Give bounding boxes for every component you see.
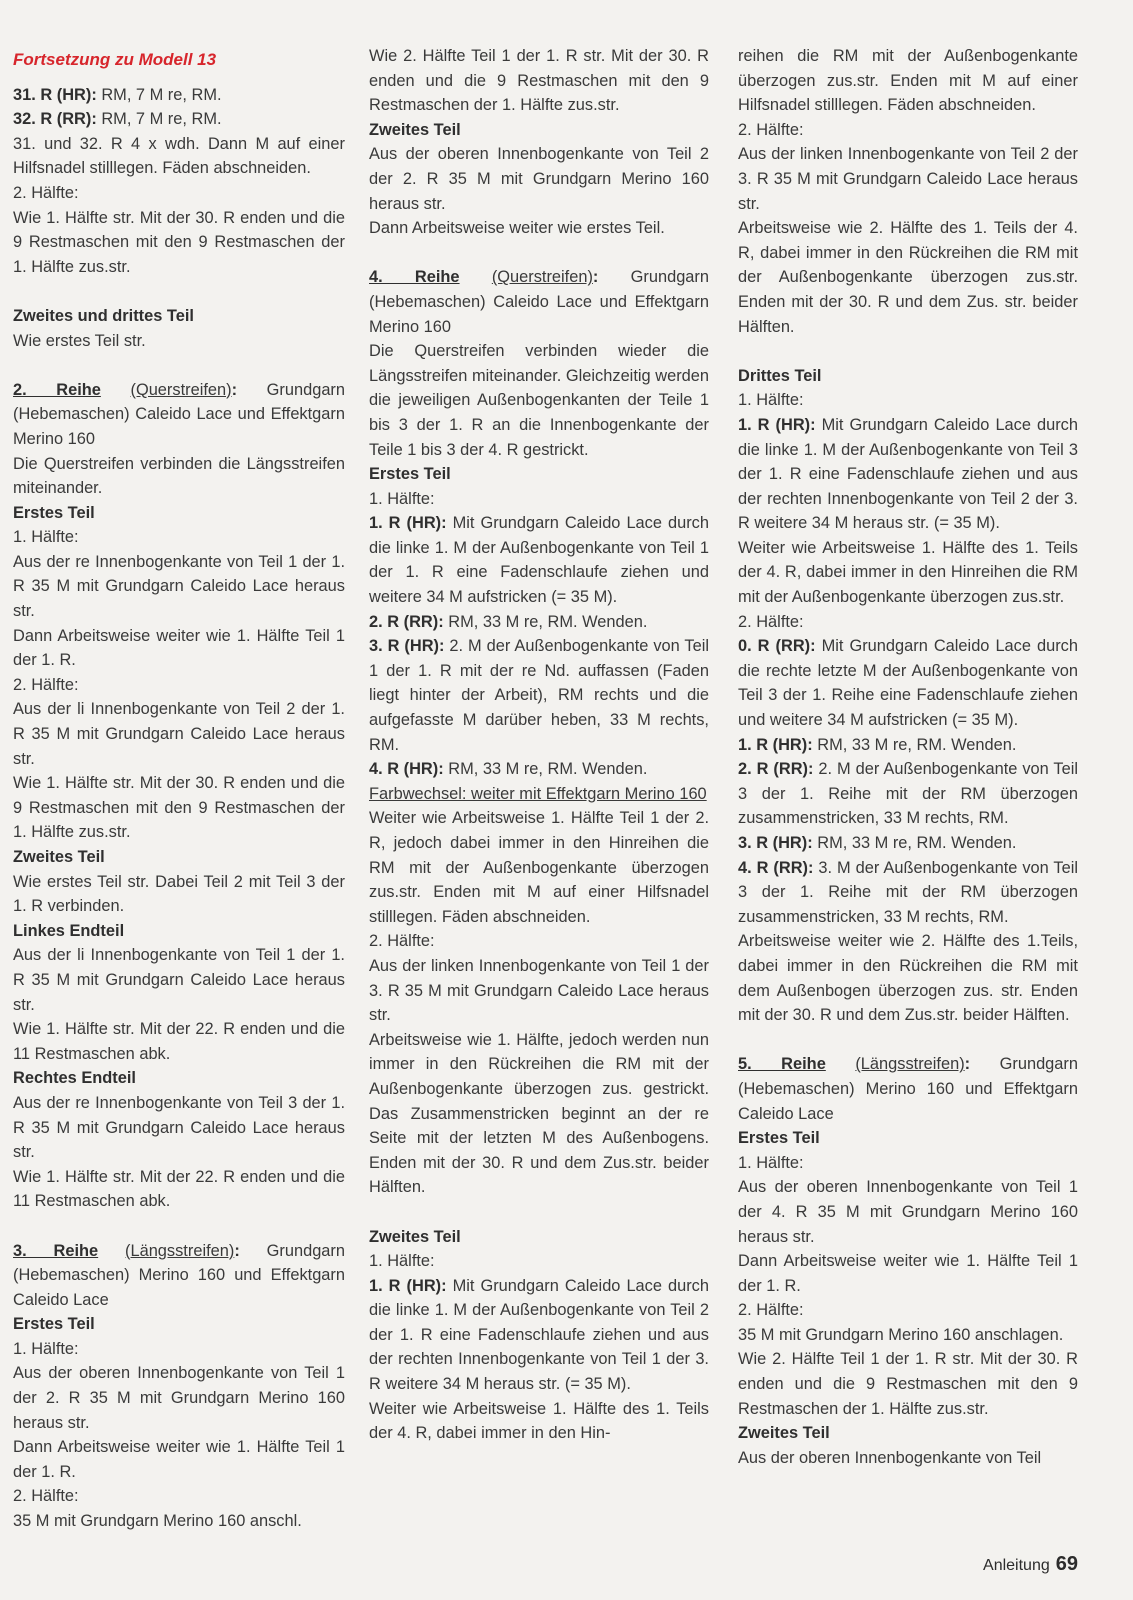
section-heading: Erstes Teil bbox=[13, 503, 95, 522]
paragraph: 35 M mit Grundgarn Merino 160 anschl. bbox=[13, 1512, 302, 1531]
section-heading: Rechtes Endteil bbox=[13, 1069, 136, 1088]
row-4: 4. R (HR): RM, 33 M re, RM. Wenden. bbox=[369, 760, 648, 779]
reihe-3-heading: 3. Reihe (Längsstreifen): Grundgarn (Hebemaschen) Merino 160 und Effektgarn Caleido Lace bbox=[13, 1241, 345, 1309]
paragraph: Arbeitsweise weiter wie 2. Hälfte des 1.Teils, dabei immer in den Rückreihen die RM mit dem Außenbogen überzogen zus. str. Enden mit der 30. R und dem Zus.str. beider Hälften. bbox=[738, 932, 1078, 1025]
section-heading: Linkes Endteil bbox=[13, 921, 125, 940]
paragraph: Wie 2. Hälfte Teil 1 der 1. R str. Mit der 30. R enden und die 9 Restmaschen mit den 9 Restmaschen der 1. Hälfte zus.str. bbox=[738, 1350, 1078, 1418]
section-heading: Drittes Teil bbox=[738, 366, 822, 385]
paragraph: Dann Arbeitsweise weiter wie 1. Hälfte Teil 1 der 1. R. bbox=[13, 626, 345, 670]
page-footer bbox=[983, 1553, 1078, 1576]
paragraph: Wie 1. Hälfte str. Mit der 22. R enden und die 11 Restmaschen abk. bbox=[13, 1167, 345, 1211]
section-heading: Erstes Teil bbox=[13, 1315, 95, 1334]
paragraph: Aus der linken Innenbogenkante von Teil 2 der 3. R 35 M mit Grundgarn Caleido Lace heraus str. bbox=[738, 145, 1078, 213]
paragraph: Wie 1. Hälfte str. Mit der 30. R enden und die 9 Restmaschen mit den 9 Restmaschen der 1. Hälfte zus.str. bbox=[13, 774, 345, 842]
paragraph: Weiter wie Arbeitsweise 1. Hälfte Teil 1 der 2. R, jedoch dabei immer in den Hinreihen die RM mit der Außenbogenkante überzogen zus.str. Enden mit M auf einer Hilfsnadel stilllegen. Fäden abschneiden. bbox=[369, 809, 709, 926]
column-1 bbox=[13, 48, 345, 1534]
paragraph: Weiter wie Arbeitsweise 1. Hälfte des 1. Teils der 4. R, dabei immer in den Hinreihen die RM mit der Außenbogenkante überzogen zus.str. bbox=[738, 538, 1078, 607]
paragraph: 2. Hälfte: bbox=[369, 932, 435, 951]
section-heading: Zweites Teil bbox=[13, 848, 105, 866]
reihe-2-heading: 2. Reihe (Querstreifen): Grundgarn (Hebemaschen) Caleido Lace und Effektgarn Merino 160 bbox=[13, 380, 346, 448]
footer-section-label: Anleitung bbox=[983, 1557, 1050, 1574]
paragraph: 31. und 32. R 4 x wdh. Dann M auf einer Hilfsnadel stilllegen. Fäden abschneiden. bbox=[13, 134, 345, 178]
paragraph: Aus der oberen Innenbogenkante von Teil 1 der 2. R 35 M mit Grundgarn Merino 160 heraus str. bbox=[13, 1364, 345, 1432]
paragraph: Wie 1. Hälfte str. Mit der 22. R enden und die 11 Restmaschen abk. bbox=[13, 1020, 345, 1063]
paragraph: 2. Hälfte: bbox=[738, 1301, 804, 1320]
row-2: 2. R (RR): RM, 33 M re, RM. Wenden. bbox=[369, 612, 648, 631]
row-31: 31. R (HR): RM, 7 M re, RM. bbox=[13, 85, 222, 104]
paragraph: 2. Hälfte: bbox=[13, 675, 79, 694]
row-0: 0. R (RR): Mit Grundgarn Caleido Lace durch die rechte letzte M der Außenbogenkante von Teil 3 der 1. Reihe eine Fadenschlaufe ziehen und weitere 34 M aufstricken (= 35 M). bbox=[738, 637, 1078, 730]
continuation-heading: Fortsetzung zu Modell 13 bbox=[13, 50, 217, 69]
row-1: 1. R (HR): Mit Grundgarn Caleido Lace durch die linke 1. M der Außenbogenkante von Teil 1 der 1. R eine Fadenschlaufe ziehen und weitere 34 M aufstricken (= 35 M). bbox=[369, 514, 709, 607]
paragraph: 1. Hälfte: bbox=[13, 528, 79, 547]
paragraph: Die Querstreifen verbinden wieder die Längsstreifen miteinander. Gleichzeitig werden die jeweiligen Außenbogenkanten der Teile 1 bis 3 der 1. R an die Innenbogenkante der Teile 1 bis 3 der 4. R gestrickt. bbox=[369, 342, 709, 459]
row-32: 32. R (RR): RM, 7 M re, RM. bbox=[13, 110, 222, 129]
paragraph: Wie 2. Hälfte Teil 1 der 1. R str. Mit der 30. R enden und die 9 Restmaschen mit den 9 Restmaschen der 1. Hälfte zus.str. bbox=[369, 47, 709, 115]
paragraph: Wie 1. Hälfte str. Mit der 30. R enden und die 9 Restmaschen mit den 9 Restmaschen der 1. Hälfte zus.str. bbox=[13, 208, 345, 276]
paragraph: 2. Hälfte: bbox=[738, 612, 804, 631]
paragraph: Aus der re Innenbogenkante von Teil 1 der 1. R 35 M mit Grundgarn Caleido Lace heraus str. bbox=[13, 552, 345, 621]
section-heading: Zweites Teil bbox=[369, 120, 461, 139]
paragraph: 1. Hälfte: bbox=[738, 391, 804, 410]
paragraph: Arbeitsweise wie 1. Hälfte, jedoch werden nun immer in den Rückreihen die RM mit der Außenbogenkante überzogen zus. gestrickt. Das Zusammenstricken beginnt an der re Seite mit der letzten M des Außenbogens. Enden mit der 30. R und dem Zus.str. beider Hälften. bbox=[369, 1030, 709, 1197]
reihe-5-heading: 5. Reihe (Längsstreifen): Grundgarn (Hebemaschen) Merino 160 und Effektgarn Caleido Lace bbox=[738, 1055, 1078, 1123]
paragraph: Weiter wie Arbeitsweise 1. Hälfte des 1. Teils der 4. R, dabei immer in den Hin- bbox=[369, 1399, 709, 1443]
paragraph: Die Querstreifen verbinden die Längsstreifen miteinander. bbox=[13, 454, 345, 498]
paragraph: Aus der re Innenbogenkante von Teil 3 der 1. R 35 M mit Grundgarn Caleido Lace heraus str. bbox=[13, 1093, 345, 1162]
paragraph: 2. Hälfte: bbox=[13, 1487, 79, 1506]
color-change-note: Farbwechsel: weiter mit Effektgarn Merino 160 bbox=[369, 784, 707, 803]
paragraph: 2. Hälfte: bbox=[13, 183, 79, 202]
paragraph: 1. Hälfte: bbox=[369, 489, 435, 508]
paragraph: 1. Hälfte: bbox=[369, 1252, 435, 1271]
column-3 bbox=[738, 44, 1078, 1470]
paragraph: 2. Hälfte: bbox=[738, 120, 804, 139]
paragraph: Aus der oberen Innenbogenkante von Teil 2 der 2. R 35 M mit Grundgarn Merino 160 heraus str. bbox=[369, 145, 709, 213]
column-2 bbox=[369, 44, 709, 1446]
section-heading: Zweites Teil bbox=[738, 1424, 830, 1443]
row-1: 1. R (HR): Mit Grundgarn Caleido Lace durch die linke 1. M der Außenbogenkante von Teil 3 der 1. R eine Fadenschlaufe ziehen und aus der rechten Innenbogenkante von Teil 2 der 3. R weitere 34 M heraus str. (= 35 M). bbox=[738, 415, 1078, 533]
row-1: 1. R (HR): RM, 33 M re, RM. Wenden. bbox=[738, 735, 1017, 754]
paragraph: Dann Arbeitsweise weiter wie 1. Hälfte Teil 1 der 1. R. bbox=[13, 1438, 345, 1481]
page-number: 69 bbox=[1055, 1553, 1078, 1575]
row-4: 4. R (RR): 3. M der Außenbogenkante von Teil 3 der 1. Reihe mit der RM überzogen zusammenstricken, 33 M rechts, RM. bbox=[738, 858, 1078, 926]
section-heading: Erstes Teil bbox=[738, 1129, 820, 1148]
paragraph: reihen die RM mit der Außenbogenkante überzogen zus.str. Enden mit M auf einer Hilfsnadel stilllegen. Fäden abschneiden. bbox=[738, 47, 1078, 115]
paragraph: Wie erstes Teil str. Dabei Teil 2 mit Teil 3 der 1. R verbinden. bbox=[13, 872, 345, 916]
paragraph: Aus der li Innenbogenkante von Teil 1 der 1. R 35 M mit Grundgarn Caleido Lace heraus str. bbox=[13, 946, 345, 1014]
paragraph: Dann Arbeitsweise weiter wie erstes Teil. bbox=[369, 219, 665, 238]
section-heading: Zweites Teil bbox=[369, 1227, 461, 1246]
section-heading: Erstes Teil bbox=[369, 465, 451, 484]
paragraph: 1. Hälfte: bbox=[13, 1339, 79, 1358]
paragraph: Arbeitsweise wie 2. Hälfte des 1. Teils der 4. R, dabei immer in den Rückreihen die RM mit der Außenbogenkante überzogen zus.str. Enden mit der 30. R und dem Zus. str. beider Hälften. bbox=[738, 219, 1078, 336]
row-1: 1. R (HR): Mit Grundgarn Caleido Lace durch die linke 1. M der Außenbogenkante von Teil 2 der 1. R eine Fadenschlaufe ziehen und aus der rechten Innenbogenkante von Teil 1 der 3. R weitere 34 M heraus str. (= 35 M). bbox=[369, 1276, 709, 1394]
paragraph: 35 M mit Grundgarn Merino 160 anschlagen. bbox=[738, 1325, 1064, 1344]
paragraph: Aus der linken Innenbogenkante von Teil 1 der 3. R 35 M mit Grundgarn Caleido Lace heraus str. bbox=[369, 956, 709, 1025]
paragraph: 1. Hälfte: bbox=[738, 1153, 804, 1172]
paragraph: Dann Arbeitsweise weiter wie 1. Hälfte Teil 1 der 1. R. bbox=[738, 1252, 1078, 1295]
reihe-4-heading: 4. Reihe (Querstreifen): Grundgarn (Hebemaschen) Caleido Lace und Effektgarn Merino 160 bbox=[369, 268, 709, 336]
section-heading: Zweites und drittes Teil bbox=[13, 306, 194, 325]
paragraph: Wie erstes Teil str. bbox=[13, 331, 146, 350]
paragraph: Aus der li Innenbogenkante von Teil 2 der 1. R 35 M mit Grundgarn Caleido Lace heraus str. bbox=[13, 700, 345, 768]
paragraph: Aus der oberen Innenbogenkante von Teil bbox=[738, 1448, 1042, 1467]
row-3: 3. R (HR): 2. M der Außenbogenkante von Teil 1 der 1. R mit der re Nd. auffassen (Faden liegt hinter der Arbeit), RM rechts und die aufgefasste M darüber heben, 33 M rechts, RM. bbox=[369, 637, 709, 754]
row-2: 2. R (RR): 2. M der Außenbogenkante von Teil 3 der 1. Reihe mit der RM überzogen zusammenstricken, 33 M rechts, RM. bbox=[738, 760, 1078, 828]
paragraph: Aus der oberen Innenbogenkante von Teil 1 der 4. R 35 M mit Grundgarn Merino 160 heraus str. bbox=[738, 1178, 1078, 1246]
row-3: 3. R (HR): RM, 33 M re, RM. Wenden. bbox=[738, 834, 1017, 852]
